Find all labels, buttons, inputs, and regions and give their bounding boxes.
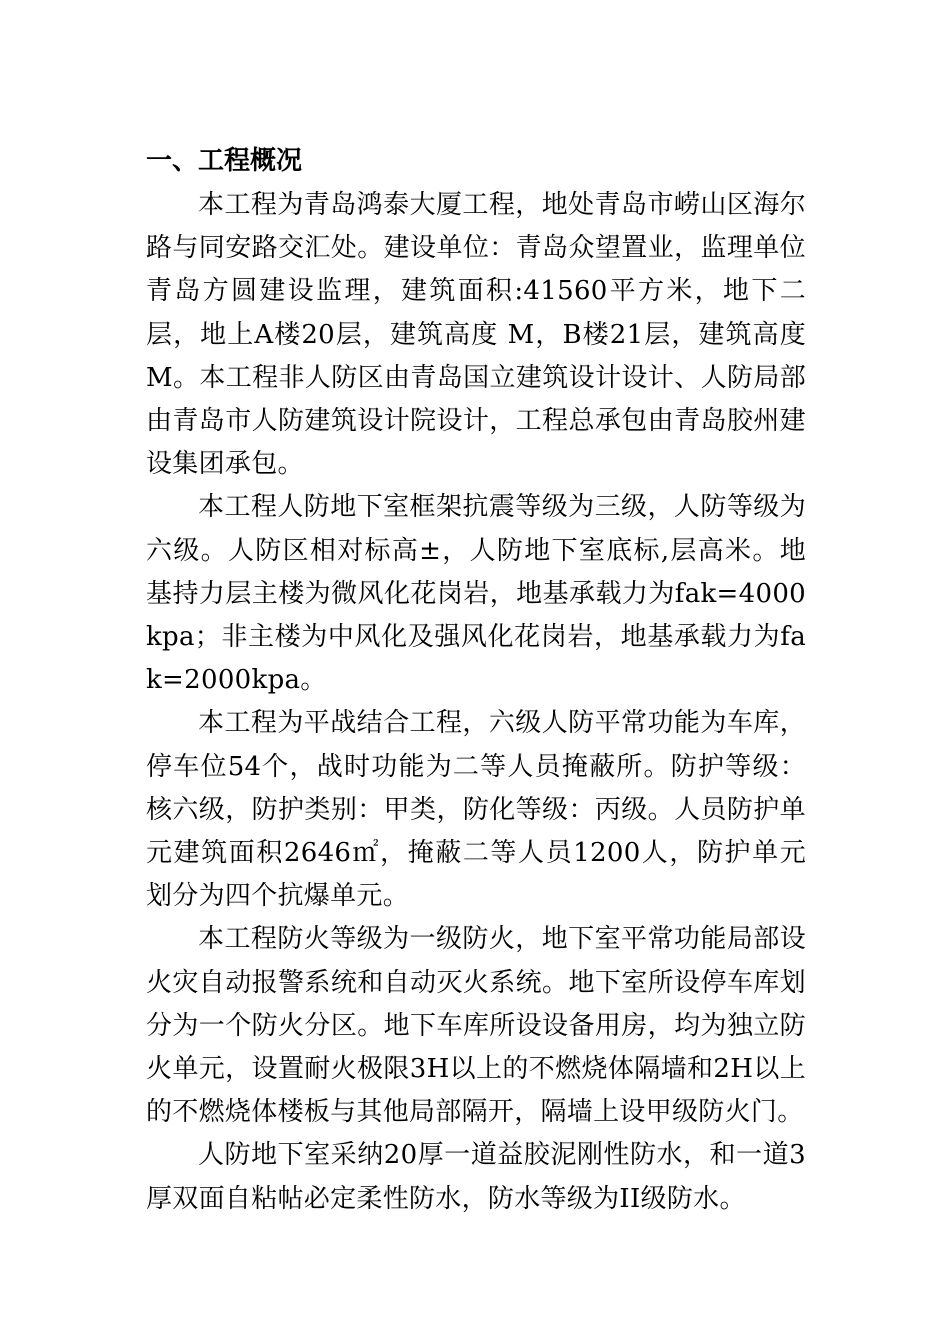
paragraph-waterproofing: 人防地下室采纳20厚一道益胶泥刚性防水，和一道3厚双面自粘帖必定柔性防水，防水等级为II级防水。: [146, 1140, 806, 1214]
paragraph-civil-defense-grade: 本工程人防地下室框架抗震等级为三级，人防等级为六级。人防区相对标高±，人防地下室底标,层高米。地基持力层主楼为微风化花岗岩，地基承载力为fak=4000kpa；非主楼为中风化及强风化花岗岩，地基承载力为fak=2000kpa。: [146, 492, 806, 696]
paragraph-fire-protection: 本工程防火等级为一级防火，地下室平常功能局部设火灾自动报警系统和自动灭火系统。地下室所设停车库划分为一个防火分区。地下车库所设设备用房，均为独立防火单元，设置耐火极限3H以上的不燃烧体隔墙和2H以上的不燃烧体楼板与其他局部隔开，隔墙上设甲级防火门。: [146, 924, 806, 1128]
paragraph-project-overview: 本工程为青岛鸿泰大厦工程，地处青岛市崂山区海尔路与同安路交汇处。建设单位：青岛众望置业，监理单位青岛方圆建设监理，建筑面积:41560平方米，地下二层，地上A楼20层，建筑高度 M，B楼21层，建筑高度 M。本工程非人防区由青岛国立建筑设计设计、人防局部由青岛市人防建筑设计院设计，工程总承包由青岛胶州建设集团承包。: [146, 190, 806, 480]
section-heading: 一、工程概况: [146, 146, 303, 176]
document-page: [146, 140, 806, 1221]
paragraph-wartime-function: 本工程为平战结合工程，六级人防平常功能为车库，停车位54个，战时功能为二等人员掩蔽所。防护等级：核六级，防护类别：甲类，防化等级：丙级。人员防护单元建筑面积2646㎡，掩蔽二等人员1200人，防护单元划分为四个抗爆单元。: [146, 708, 806, 912]
